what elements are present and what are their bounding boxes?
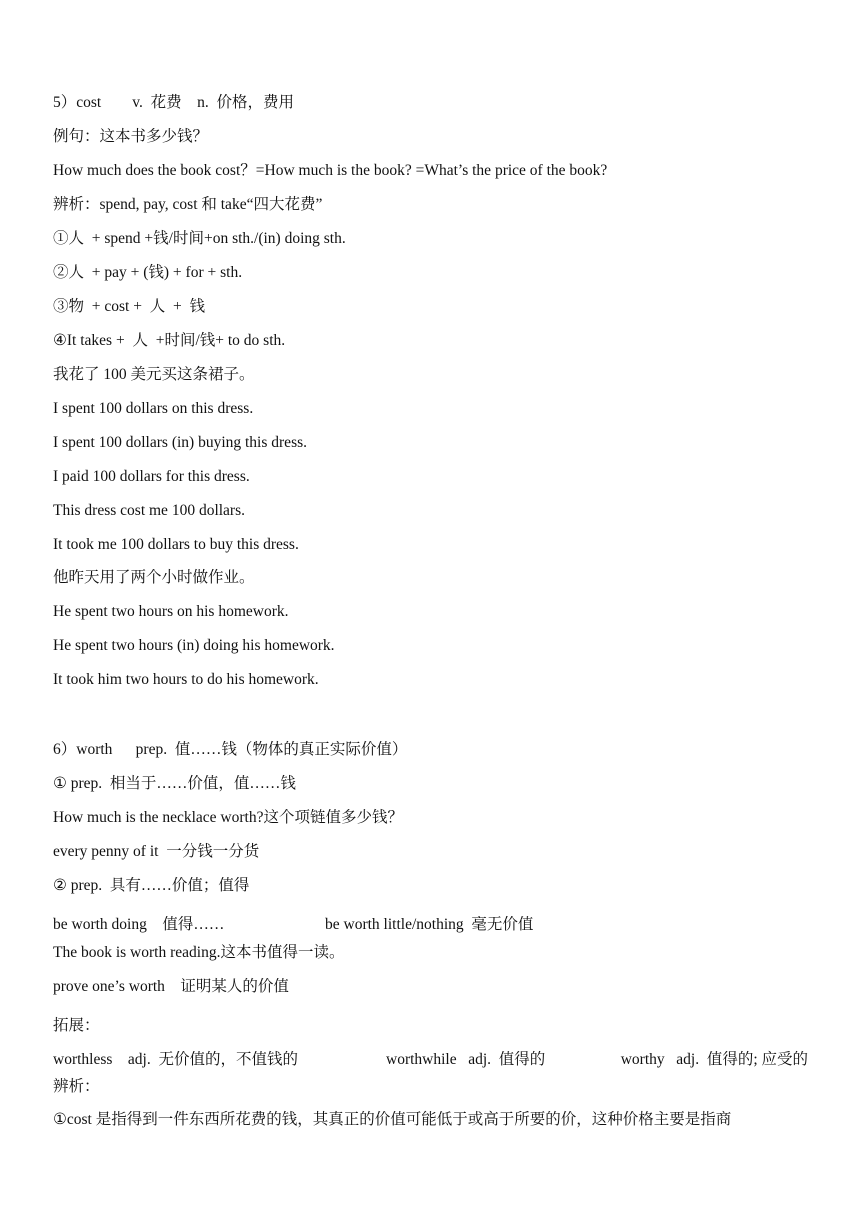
example-line: He spent two hours on his homework. xyxy=(53,603,289,620)
rule-spend: ①人 + spend +钱/时间+on sth./(in) doing sth. xyxy=(53,230,346,247)
example-line: He spent two hours (in) doing his homework. xyxy=(53,637,335,654)
example-line: I spent 100 dollars (in) buying this dress. xyxy=(53,434,308,451)
rule-pay: ②人 + pay + (钱) + for + sth. xyxy=(53,264,243,281)
analysis-heading: 辨析：spend, pay, cost 和 take“四大花费” xyxy=(53,196,323,213)
analysis-cost-text: ①cost 是指得到一件东西所花费的钱，其真正的价值可能低于或高于所要的价，这种价格主要是指商 xyxy=(53,1111,732,1128)
example-line: The book is worth reading.这本书值得一读。 xyxy=(53,944,345,961)
example-sentence: How much does the book cost？=How much is the book? =What’s the price of the book? xyxy=(53,162,608,179)
extension-label: 拓展： xyxy=(53,1017,100,1034)
word-worthless: worthless adj. 无价值的，不值钱的 xyxy=(53,1051,298,1068)
worth-meaning-2: ② prep. 具有……价值；值得 xyxy=(53,877,250,894)
worth-meaning-1: ① prep. 相当于……价值，值……钱 xyxy=(53,775,296,792)
word-worthy: worthy adj. 值得的; 应受的 xyxy=(620,1051,808,1068)
heading-cost: 5）cost v. 花费 n. 价格，费用 xyxy=(53,94,294,111)
example-line: It took him two hours to do his homework. xyxy=(53,671,319,688)
chinese-example-1: 我花了 100 美元买这条裙子。 xyxy=(53,366,255,383)
chinese-example-2: 他昨天用了两个小时做作业。 xyxy=(53,569,255,586)
example-line: I spent 100 dollars on this dress. xyxy=(53,400,254,417)
example-line: It took me 100 dollars to buy this dress. xyxy=(53,536,299,553)
example-line: every penny of it 一分钱一分货 xyxy=(53,843,260,860)
phrase-worth-doing: be worth doing 值得…… xyxy=(53,916,225,933)
word-worthwhile: worthwhile adj. 值得的 xyxy=(386,1051,546,1068)
rule-cost: ③物 + cost + 人 + 钱 xyxy=(53,298,205,315)
analysis-label: 辨析： xyxy=(53,1078,100,1095)
phrase-worth-little: be worth little/nothing 毫无价值 xyxy=(325,916,534,933)
rule-take: ④It takes + 人 +时间/钱+ to do sth. xyxy=(53,332,286,349)
phrase-prove-worth: prove one’s worth 证明某人的价值 xyxy=(53,978,289,995)
example-line: How much is the necklace worth?这个项链值多少钱？ xyxy=(53,809,403,826)
example-label: 例句：这本书多少钱？ xyxy=(53,128,209,145)
heading-worth: 6）worth prep. 值……钱（物体的真正实际价值） xyxy=(53,741,408,758)
example-line: This dress cost me 100 dollars. xyxy=(53,502,246,519)
example-line: I paid 100 dollars for this dress. xyxy=(53,468,250,485)
